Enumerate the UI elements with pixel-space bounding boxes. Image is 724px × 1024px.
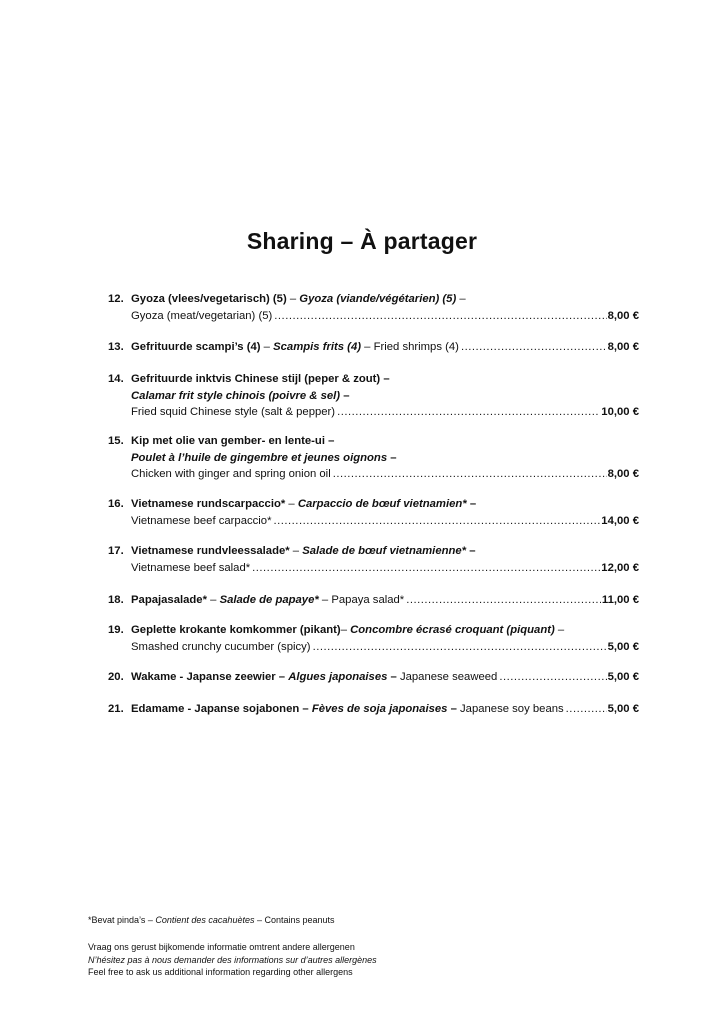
item-name-fr: Scampis frits (4) bbox=[273, 341, 361, 353]
item-name-nl: Vietnamese rundvleessalade* bbox=[131, 545, 290, 557]
item-name-fr: Poulet à l’huile de gingembre et jeunes oignons bbox=[131, 451, 388, 464]
item-name-nl: Gefrituurde scampi’s (4) bbox=[131, 341, 261, 353]
item-name-nl: Geplette krokante komkommer (pikant) bbox=[131, 624, 341, 636]
allergen-note-fr: N’hésitez pas à nous demander des informations sur d’autres allergènes bbox=[88, 954, 377, 965]
separator: – bbox=[387, 671, 400, 683]
dot-leader bbox=[404, 592, 601, 609]
item-name-en: Fried shrimps (4) bbox=[373, 341, 459, 353]
item-number: 20. bbox=[108, 671, 124, 683]
item-name-en: Japanese seaweed bbox=[399, 671, 498, 683]
separator: – bbox=[361, 341, 374, 353]
item-name-nl: Wakame - Japanse zeewier bbox=[131, 671, 276, 683]
item-number: 17. bbox=[108, 545, 124, 557]
item-price: 5,00 € bbox=[607, 640, 639, 653]
dot-leader bbox=[311, 639, 607, 656]
dot-leader bbox=[564, 701, 607, 718]
item-name-nl: Papajasalade* bbox=[131, 594, 207, 606]
item-name-en: Smashed crunchy cucumber (spicy) bbox=[131, 640, 311, 653]
item-price: 12,00 € bbox=[601, 561, 639, 574]
separator: – bbox=[324, 435, 335, 447]
separator: – bbox=[286, 293, 300, 305]
item-name-en: Vietnamese beef salad* bbox=[131, 561, 251, 574]
item-price: 5,00 € bbox=[607, 671, 639, 683]
item-number: 16. bbox=[108, 498, 124, 510]
item-name-en: Fried squid Chinese style (salt & pepper) bbox=[131, 406, 336, 418]
item-name-fr: Algues japonaises bbox=[288, 671, 388, 683]
item-name-fr: Carpaccio de bœuf vietnamien* bbox=[297, 498, 467, 510]
item-name-fr: Concombre écrasé croquant (piquant) bbox=[350, 624, 555, 636]
item-number: 18. bbox=[108, 594, 124, 606]
menu-item-13 bbox=[108, 339, 639, 356]
separator: – bbox=[340, 624, 351, 636]
item-name-en: Papaya salad* bbox=[331, 594, 405, 606]
page-title: Sharing – À partager bbox=[246, 228, 478, 254]
menu-item-18 bbox=[108, 592, 639, 609]
item-number: 13. bbox=[108, 341, 124, 353]
separator: – bbox=[260, 341, 274, 353]
separator: – bbox=[466, 498, 477, 510]
separator: – bbox=[380, 373, 390, 385]
item-name-fr: Salade de bœuf vietnamienne* bbox=[302, 545, 467, 557]
item-name-nl: Vietnamese rundscarpaccio* bbox=[131, 498, 286, 510]
item-number: 14. bbox=[108, 373, 124, 385]
menu-item-12 bbox=[108, 291, 639, 324]
item-number: 21. bbox=[108, 703, 124, 715]
separator: – bbox=[254, 915, 265, 925]
menu-item-21 bbox=[108, 701, 639, 718]
menu-item-15 bbox=[108, 433, 639, 483]
dot-leader bbox=[459, 339, 607, 356]
item-name-nl: Edamame - Japanse sojabonen bbox=[131, 703, 300, 715]
item-price: 11,00 € bbox=[601, 594, 639, 606]
item-price: 10,00 € bbox=[601, 406, 639, 418]
peanut-note-nl: *Bevat pinda’s bbox=[88, 915, 146, 925]
separator: – bbox=[318, 594, 332, 606]
item-name-en: Chicken with ginger and spring onion oil bbox=[131, 468, 331, 480]
menu-item-19 bbox=[108, 622, 639, 655]
item-number: 12. bbox=[108, 293, 124, 305]
dot-leader bbox=[272, 308, 606, 325]
separator: – bbox=[554, 624, 565, 636]
separator: – bbox=[466, 545, 476, 557]
item-price: 14,00 € bbox=[601, 514, 639, 527]
separator: – bbox=[207, 594, 220, 606]
separator: – bbox=[340, 389, 350, 402]
peanut-footnote bbox=[88, 914, 335, 927]
separator: – bbox=[285, 498, 298, 510]
item-price: 8,00 € bbox=[607, 341, 639, 353]
dot-leader bbox=[271, 513, 600, 530]
menu-item-20 bbox=[108, 669, 639, 686]
separator: – bbox=[289, 545, 303, 557]
dot-leader bbox=[497, 669, 606, 686]
allergen-note-en: Feel free to ask us additional information regarding other allergens bbox=[88, 967, 353, 977]
separator: – bbox=[299, 703, 312, 715]
menu-item-14 bbox=[108, 371, 639, 421]
item-name-fr: Salade de papaye* bbox=[219, 594, 319, 606]
dot-leader bbox=[335, 404, 600, 421]
item-number: 15. bbox=[108, 435, 124, 447]
item-name-nl: Gyoza (vlees/vegetarisch) (5) bbox=[131, 293, 287, 305]
item-name-fr: Gyoza (viande/végétarien) (5) bbox=[299, 293, 457, 305]
item-name-fr: Calamar frit style chinois (poivre & sel) bbox=[131, 389, 341, 402]
item-number: 19. bbox=[108, 624, 124, 636]
separator: – bbox=[387, 451, 397, 464]
item-name-en: Gyoza (meat/vegetarian) (5) bbox=[131, 309, 273, 322]
menu-item-16 bbox=[108, 496, 639, 529]
item-price: 8,00 € bbox=[607, 468, 639, 480]
item-price: 8,00 € bbox=[607, 309, 639, 322]
allergen-note-nl: Vraag ons gerust bijkomende informatie omtrent andere allergenen bbox=[88, 942, 355, 952]
dot-leader bbox=[331, 466, 607, 483]
item-name-en: Vietnamese beef carpaccio* bbox=[131, 514, 272, 527]
separator: – bbox=[456, 293, 466, 305]
allergen-footnote bbox=[88, 941, 377, 979]
item-price: 5,00 € bbox=[607, 703, 639, 715]
item-name-fr: Fèves de soja japonaises bbox=[311, 703, 448, 715]
separator: – bbox=[447, 703, 461, 715]
peanut-note-en: Contains peanuts bbox=[264, 915, 335, 925]
peanut-note-fr: Contient des cacahuètes bbox=[155, 915, 255, 925]
separator: – bbox=[275, 671, 289, 683]
item-name-nl: Kip met olie van gember- en lente-ui bbox=[131, 435, 325, 447]
dot-leader bbox=[250, 560, 600, 577]
item-name-en: Japanese soy beans bbox=[460, 703, 564, 715]
item-name-nl: Gefrituurde inktvis Chinese stijl (peper & zout) bbox=[131, 373, 381, 385]
menu-item-17 bbox=[108, 543, 639, 576]
separator: – bbox=[145, 915, 156, 925]
